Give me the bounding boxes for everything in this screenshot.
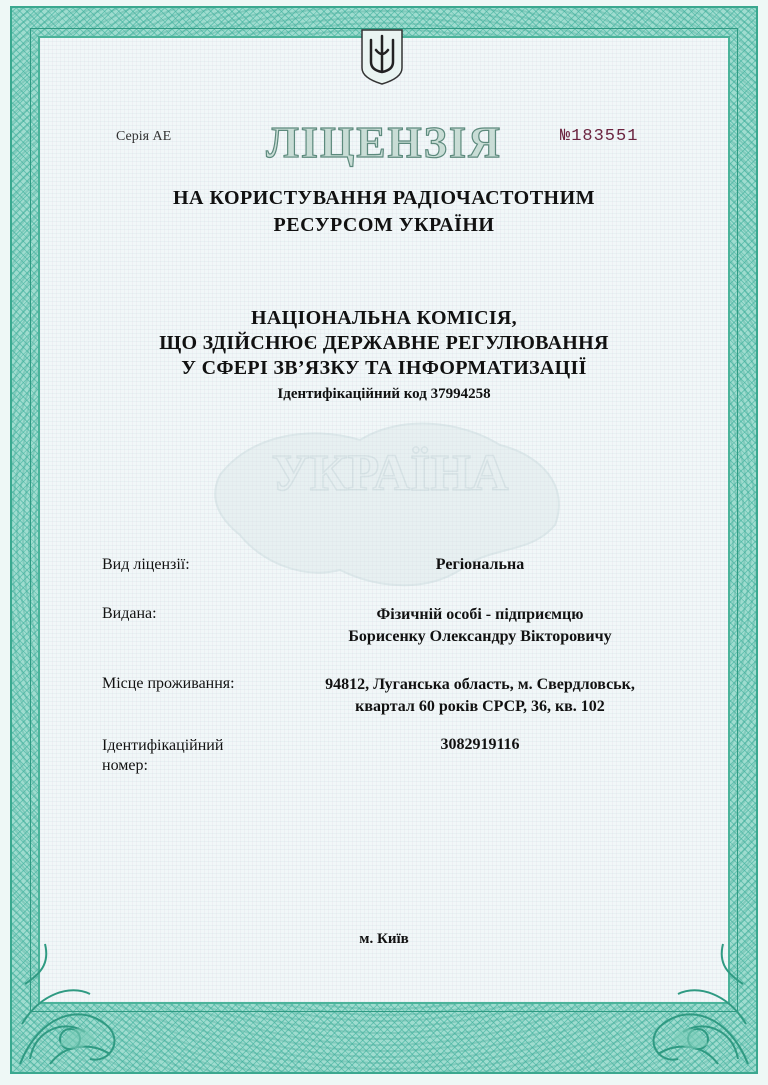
authority-id-code: Ідентифікаційний код 37994258: [277, 386, 491, 402]
id-number-label-line: номер:: [102, 757, 148, 774]
authority-line: ЩО ЗДІЙСНЮЄ ДЕРЖАВНЕ РЕГУЛЮВАННЯ: [159, 332, 609, 354]
watermark-text: УКРАЇНА: [271, 445, 509, 502]
issued-to-line: Фізичній особі - підприємцю: [376, 606, 584, 623]
purpose-line: РЕСУРСОМ УКРАЇНИ: [273, 214, 495, 236]
ukraine-map-watermark: [200, 395, 580, 615]
document-number: №183551: [560, 127, 639, 146]
issued-to-label: Видана:: [102, 605, 157, 622]
authority-line: НАЦІОНАЛЬНА КОМІСІЯ,: [251, 307, 517, 329]
residence-line: 94812, Луганська область, м. Свердловськ,: [325, 676, 635, 693]
residence-label: Місце проживання:: [102, 675, 235, 692]
series-label: Серія АЕ: [116, 129, 172, 144]
id-number-label: [102, 736, 223, 776]
id-number-value: 3082919116: [440, 736, 520, 753]
issuing-authority: [60, 306, 708, 381]
purpose-line: НА КОРИСТУВАННЯ РАДІОЧАСТОТНИМ: [172, 187, 596, 209]
license-type-value: Регіональна: [435, 556, 525, 573]
authority-line: У СФЕРІ ЗВ’ЯЗКУ ТА ІНФОРМАТИЗАЦІЇ: [181, 357, 587, 379]
residence-value: [260, 674, 700, 718]
license-purpose: [60, 185, 708, 239]
issue-city: м. Київ: [359, 931, 409, 947]
license-type-label: Вид ліцензії:: [102, 556, 190, 573]
residence-line: квартал 60 років СРСР, 36, кв. 102: [355, 698, 605, 715]
id-number-label-line: Ідентифікаційний: [102, 737, 224, 754]
trident-icon: [359, 28, 405, 86]
issued-to-value: [260, 604, 700, 648]
document-title: ЛІЦЕНЗІЯ: [266, 118, 502, 167]
issued-to-line: Борисенку Олександру Вікторовичу: [348, 628, 612, 645]
